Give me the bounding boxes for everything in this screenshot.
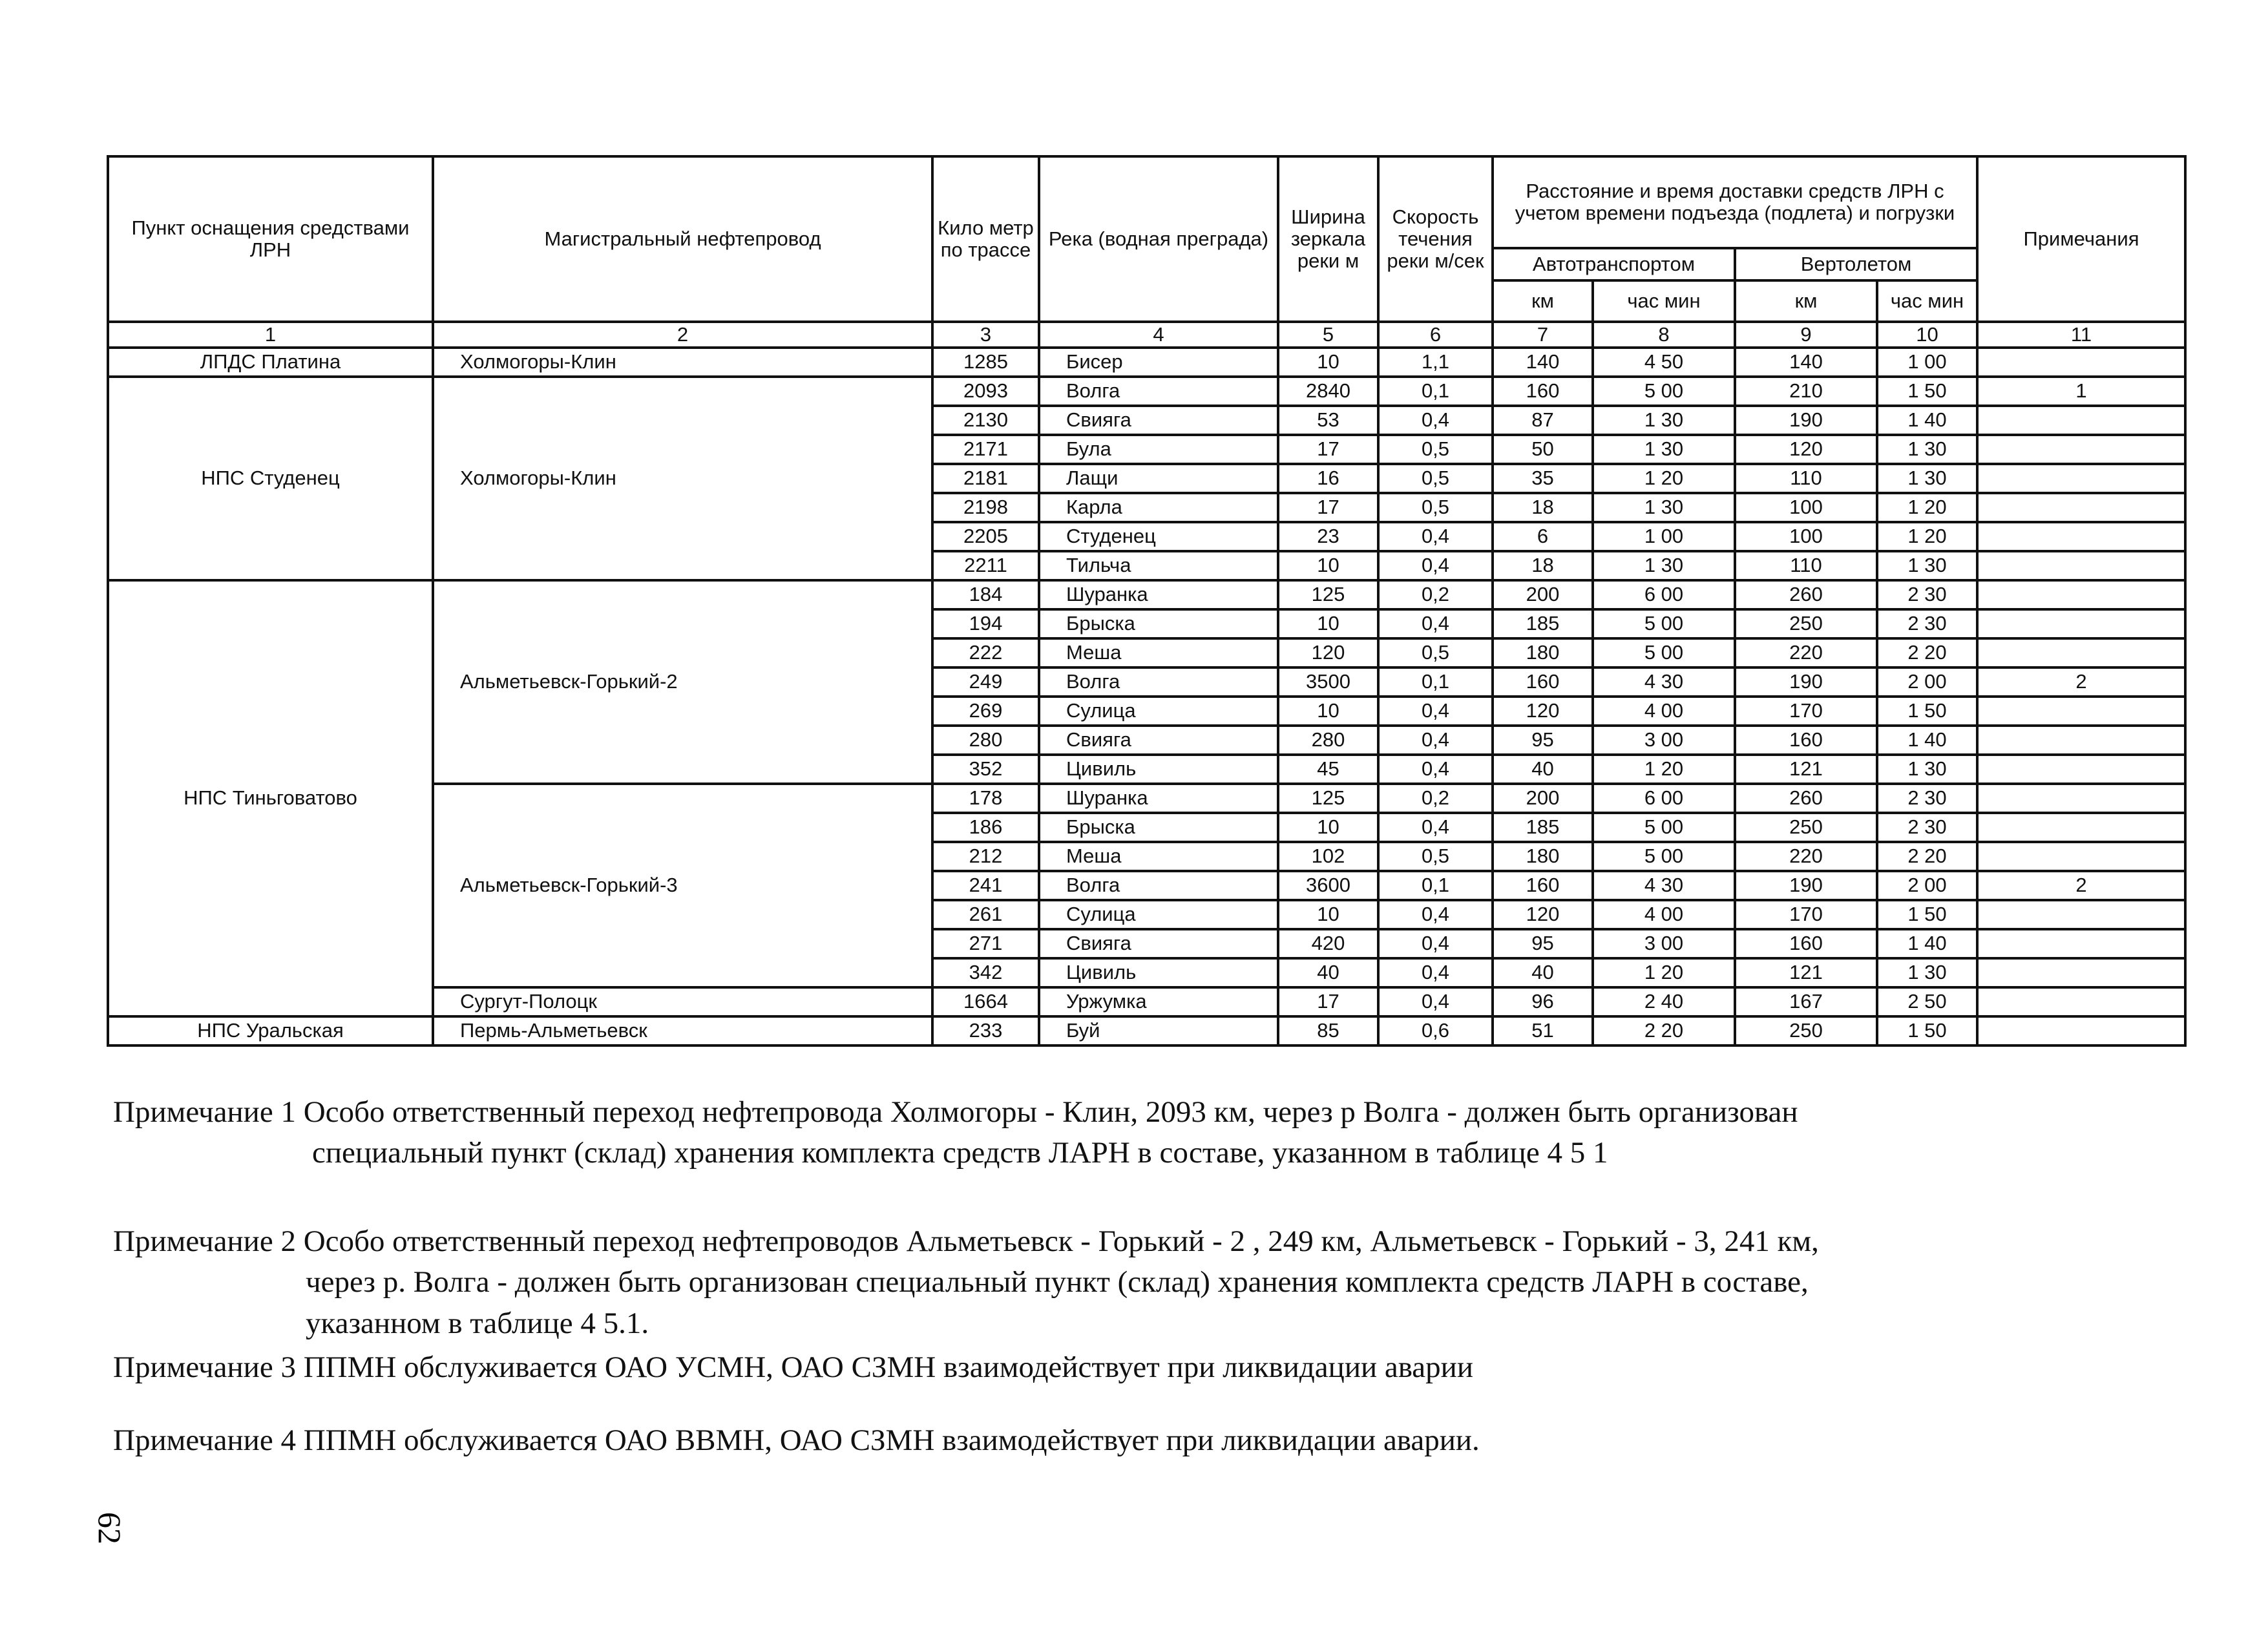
note-ref-cell (1977, 958, 2185, 987)
river-cell: Меша (1039, 842, 1278, 871)
river-cell: Меша (1039, 638, 1278, 667)
speed-cell: 0,4 (1378, 813, 1493, 842)
heli-km-cell: 121 (1735, 755, 1877, 784)
river-cell: Буй (1039, 1016, 1278, 1045)
note-ref-cell (1977, 697, 2185, 726)
auto-km-cell: 50 (1493, 435, 1593, 464)
heli-time-cell: 1 40 (1877, 929, 1977, 958)
note-ref-cell (1977, 522, 2185, 551)
auto-km-cell: 51 (1493, 1016, 1593, 1045)
note-ref-cell (1977, 813, 2185, 842)
note-ref-cell: 2 (1977, 871, 2185, 900)
km-cell: 2198 (932, 493, 1039, 522)
header-heli-km: км (1735, 280, 1877, 322)
note-1 (113, 1092, 1798, 1174)
heli-km-cell: 100 (1735, 493, 1877, 522)
auto-time-cell: 4 50 (1593, 348, 1735, 377)
river-cell: Цивиль (1039, 958, 1278, 987)
heli-km-cell: 190 (1735, 667, 1877, 697)
river-cell: Лащи (1039, 464, 1278, 493)
heli-time-cell: 1 30 (1877, 464, 1977, 493)
speed-cell: 0,5 (1378, 638, 1493, 667)
heli-km-cell: 210 (1735, 377, 1877, 406)
speed-cell: 0,4 (1378, 551, 1493, 580)
note-1-line-1: Примечание 1 Особо ответственный переход нефтепровода Холмогоры - Клин, 2093 км, через р Волга - должен быть организован (113, 1095, 1798, 1129)
auto-time-cell: 3 00 (1593, 929, 1735, 958)
width-cell: 10 (1278, 900, 1378, 929)
heli-km-cell: 220 (1735, 842, 1877, 871)
speed-cell: 0,4 (1378, 958, 1493, 987)
pipeline-cell: Пермь-Альметьевск (433, 1016, 932, 1045)
width-cell: 3500 (1278, 667, 1378, 697)
speed-cell: 0,2 (1378, 580, 1493, 609)
speed-cell: 0,4 (1378, 987, 1493, 1016)
note-2-line-1: Примечание 2 Особо ответственный переход нефтепроводов Альметьевск - Горький - 2 , 249 км, Альметьевск - Горький - 3, 241 км, (113, 1224, 1819, 1258)
auto-km-cell: 140 (1493, 348, 1593, 377)
km-cell: 184 (932, 580, 1039, 609)
header-km: Кило метр по трассе (932, 156, 1039, 322)
river-cell: Тильча (1039, 551, 1278, 580)
column-number: 7 (1493, 322, 1593, 348)
heli-time-cell: 2 30 (1877, 813, 1977, 842)
speed-cell: 0,1 (1378, 667, 1493, 697)
page-number: 62 (92, 1512, 128, 1544)
width-cell: 2840 (1278, 377, 1378, 406)
heli-time-cell: 1 40 (1877, 406, 1977, 435)
heli-km-cell: 190 (1735, 871, 1877, 900)
auto-km-cell: 180 (1493, 842, 1593, 871)
auto-time-cell: 5 00 (1593, 842, 1735, 871)
auto-time-cell: 4 00 (1593, 697, 1735, 726)
auto-time-cell: 3 00 (1593, 726, 1735, 755)
heli-km-cell: 190 (1735, 406, 1877, 435)
river-cell: Цивиль (1039, 755, 1278, 784)
km-cell: 352 (932, 755, 1039, 784)
heli-km-cell: 160 (1735, 929, 1877, 958)
km-cell: 194 (932, 609, 1039, 638)
column-number: 9 (1735, 322, 1877, 348)
header-delivery: Расстояние и время доставки средств ЛРН с учетом времени подъезда (подлета) и погрузки (1493, 156, 1977, 248)
speed-cell: 0,4 (1378, 726, 1493, 755)
heli-km-cell: 170 (1735, 697, 1877, 726)
auto-time-cell: 2 20 (1593, 1016, 1735, 1045)
note-ref-cell (1977, 493, 2185, 522)
speed-cell: 1,1 (1378, 348, 1493, 377)
width-cell: 125 (1278, 784, 1378, 813)
heli-time-cell: 1 30 (1877, 958, 1977, 987)
column-number: 1 (108, 322, 433, 348)
river-cell: Волга (1039, 377, 1278, 406)
auto-time-cell: 1 30 (1593, 551, 1735, 580)
note-ref-cell: 2 (1977, 667, 2185, 697)
point-cell: НПС Студенец (108, 377, 433, 580)
heli-time-cell: 1 50 (1877, 900, 1977, 929)
column-number: 10 (1877, 322, 1977, 348)
auto-km-cell: 180 (1493, 638, 1593, 667)
auto-time-cell: 5 00 (1593, 813, 1735, 842)
note-ref-cell (1977, 580, 2185, 609)
auto-km-cell: 18 (1493, 493, 1593, 522)
auto-km-cell: 160 (1493, 377, 1593, 406)
heli-km-cell: 110 (1735, 464, 1877, 493)
note-1-line-2: специальный пункт (склад) хранения комплекта средств ЛАРН в составе, указанном в таблице 4 5 1 (312, 1136, 1608, 1170)
note-ref-cell (1977, 406, 2185, 435)
heli-km-cell: 170 (1735, 900, 1877, 929)
width-cell: 16 (1278, 464, 1378, 493)
km-cell: 271 (932, 929, 1039, 958)
auto-time-cell: 1 20 (1593, 755, 1735, 784)
km-cell: 233 (932, 1016, 1039, 1045)
column-number: 8 (1593, 322, 1735, 348)
auto-time-cell: 1 30 (1593, 406, 1735, 435)
width-cell: 23 (1278, 522, 1378, 551)
auto-km-cell: 200 (1493, 580, 1593, 609)
width-cell: 53 (1278, 406, 1378, 435)
km-cell: 222 (932, 638, 1039, 667)
width-cell: 420 (1278, 929, 1378, 958)
km-cell: 280 (932, 726, 1039, 755)
header-pipeline: Магистральный нефтепровод (433, 156, 932, 322)
width-cell: 40 (1278, 958, 1378, 987)
auto-time-cell: 1 20 (1593, 464, 1735, 493)
pipeline-cell: Сургут-Полоцк (433, 987, 932, 1016)
heli-km-cell: 250 (1735, 1016, 1877, 1045)
heli-time-cell: 1 00 (1877, 348, 1977, 377)
river-cell: Була (1039, 435, 1278, 464)
heli-time-cell: 1 30 (1877, 551, 1977, 580)
river-cell: Сулица (1039, 697, 1278, 726)
speed-cell: 0,4 (1378, 522, 1493, 551)
note-2 (113, 1221, 1819, 1344)
column-number: 11 (1977, 322, 2185, 348)
heli-km-cell: 260 (1735, 580, 1877, 609)
auto-km-cell: 120 (1493, 697, 1593, 726)
auto-time-cell: 1 30 (1593, 493, 1735, 522)
speed-cell: 0,5 (1378, 493, 1493, 522)
column-number: 3 (932, 322, 1039, 348)
note-ref-cell (1977, 900, 2185, 929)
auto-km-cell: 96 (1493, 987, 1593, 1016)
heli-time-cell: 1 50 (1877, 697, 1977, 726)
auto-km-cell: 18 (1493, 551, 1593, 580)
river-cell: Брыска (1039, 813, 1278, 842)
km-cell: 178 (932, 784, 1039, 813)
river-cell: Брыска (1039, 609, 1278, 638)
note-ref-cell (1977, 638, 2185, 667)
river-cell: Шуранка (1039, 784, 1278, 813)
speed-cell: 0,1 (1378, 377, 1493, 406)
km-cell: 1285 (932, 348, 1039, 377)
pipeline-cell: Альметьевск-Горький-3 (433, 784, 932, 987)
header-auto: Автотранспортом (1493, 248, 1735, 280)
width-cell: 10 (1278, 551, 1378, 580)
auto-km-cell: 185 (1493, 813, 1593, 842)
km-cell: 212 (932, 842, 1039, 871)
note-ref-cell (1977, 348, 2185, 377)
river-cell: Сулица (1039, 900, 1278, 929)
table-row (108, 377, 2185, 406)
heli-km-cell: 110 (1735, 551, 1877, 580)
auto-time-cell: 5 00 (1593, 638, 1735, 667)
pipeline-cell: Холмогоры-Клин (433, 377, 932, 580)
auto-km-cell: 6 (1493, 522, 1593, 551)
km-cell: 1664 (932, 987, 1039, 1016)
heli-time-cell: 2 30 (1877, 580, 1977, 609)
heli-time-cell: 1 20 (1877, 493, 1977, 522)
km-cell: 2205 (932, 522, 1039, 551)
header-point: Пункт оснащения средствами ЛРН (108, 156, 433, 322)
heli-time-cell: 1 50 (1877, 377, 1977, 406)
speed-cell: 0,4 (1378, 697, 1493, 726)
auto-time-cell: 5 00 (1593, 377, 1735, 406)
note-ref-cell (1977, 929, 2185, 958)
point-cell: ЛПДС Платина (108, 348, 433, 377)
river-cell: Волга (1039, 667, 1278, 697)
river-cell: Шуранка (1039, 580, 1278, 609)
km-cell: 2093 (932, 377, 1039, 406)
width-cell: 17 (1278, 435, 1378, 464)
heli-time-cell: 2 50 (1877, 987, 1977, 1016)
auto-time-cell: 2 40 (1593, 987, 1735, 1016)
heli-time-cell: 2 30 (1877, 784, 1977, 813)
km-cell: 186 (932, 813, 1039, 842)
heli-time-cell: 2 00 (1877, 667, 1977, 697)
heli-time-cell: 2 20 (1877, 638, 1977, 667)
width-cell: 10 (1278, 697, 1378, 726)
speed-cell: 0,2 (1378, 784, 1493, 813)
heli-km-cell: 250 (1735, 609, 1877, 638)
heli-time-cell: 1 20 (1877, 522, 1977, 551)
speed-cell: 0,4 (1378, 609, 1493, 638)
auto-km-cell: 160 (1493, 667, 1593, 697)
km-cell: 2171 (932, 435, 1039, 464)
column-number: 6 (1378, 322, 1493, 348)
note-ref-cell (1977, 784, 2185, 813)
auto-km-cell: 120 (1493, 900, 1593, 929)
note-2-line-3: указанном в таблице 4 5.1. (306, 1306, 649, 1340)
km-cell: 241 (932, 871, 1039, 900)
speed-cell: 0,4 (1378, 929, 1493, 958)
width-cell: 3600 (1278, 871, 1378, 900)
auto-km-cell: 35 (1493, 464, 1593, 493)
width-cell: 102 (1278, 842, 1378, 871)
speed-cell: 0,5 (1378, 435, 1493, 464)
km-cell: 2130 (932, 406, 1039, 435)
speed-cell: 0,4 (1378, 900, 1493, 929)
heli-km-cell: 250 (1735, 813, 1877, 842)
river-cell: Карла (1039, 493, 1278, 522)
column-number: 5 (1278, 322, 1378, 348)
width-cell: 10 (1278, 348, 1378, 377)
heli-time-cell: 2 20 (1877, 842, 1977, 871)
column-number-row (108, 322, 2185, 348)
auto-time-cell: 5 00 (1593, 609, 1735, 638)
heli-time-cell: 1 50 (1877, 1016, 1977, 1045)
auto-time-cell: 1 00 (1593, 522, 1735, 551)
header-heli-time: час мин (1877, 280, 1977, 322)
width-cell: 10 (1278, 609, 1378, 638)
auto-time-cell: 6 00 (1593, 580, 1735, 609)
auto-km-cell: 95 (1493, 726, 1593, 755)
km-cell: 269 (932, 697, 1039, 726)
heli-km-cell: 167 (1735, 987, 1877, 1016)
speed-cell: 0,1 (1378, 871, 1493, 900)
heli-time-cell: 1 30 (1877, 435, 1977, 464)
point-cell: НПС Уральская (108, 1016, 433, 1045)
width-cell: 125 (1278, 580, 1378, 609)
river-cell: Волга (1039, 871, 1278, 900)
km-cell: 249 (932, 667, 1039, 697)
table-header (108, 156, 2185, 322)
auto-time-cell: 4 30 (1593, 871, 1735, 900)
pipeline-cell: Холмогоры-Клин (433, 348, 932, 377)
auto-km-cell: 185 (1493, 609, 1593, 638)
header-auto-km: км (1493, 280, 1593, 322)
note-ref-cell (1977, 1016, 2185, 1045)
heli-time-cell: 2 30 (1877, 609, 1977, 638)
auto-km-cell: 160 (1493, 871, 1593, 900)
header-heli: Вертолетом (1735, 248, 1977, 280)
note-ref-cell (1977, 842, 2185, 871)
table-row (108, 348, 2185, 377)
header-notes: Примечания (1977, 156, 2185, 322)
heli-km-cell: 121 (1735, 958, 1877, 987)
width-cell: 45 (1278, 755, 1378, 784)
auto-km-cell: 40 (1493, 755, 1593, 784)
river-cell: Уржумка (1039, 987, 1278, 1016)
column-number: 2 (433, 322, 932, 348)
note-ref-cell (1977, 609, 2185, 638)
note-ref-cell (1977, 551, 2185, 580)
speed-cell: 0,4 (1378, 406, 1493, 435)
auto-time-cell: 1 30 (1593, 435, 1735, 464)
note-ref-cell (1977, 464, 2185, 493)
width-cell: 17 (1278, 493, 1378, 522)
river-cell: Бисер (1039, 348, 1278, 377)
table-body (108, 322, 2185, 1045)
note-4: Примечание 4 ППМН обслуживается ОАО ВВМН, ОАО СЗМН взаимодействует при ликвидации аварии. (113, 1423, 1480, 1457)
note-ref-cell: 1 (1977, 377, 2185, 406)
note-ref-cell (1977, 435, 2185, 464)
auto-time-cell: 1 20 (1593, 958, 1735, 987)
km-cell: 342 (932, 958, 1039, 987)
column-number: 4 (1039, 322, 1278, 348)
heli-km-cell: 160 (1735, 726, 1877, 755)
table-row (108, 1016, 2185, 1045)
header-width: Ширина зеркала реки м (1278, 156, 1378, 322)
width-cell: 85 (1278, 1016, 1378, 1045)
heli-km-cell: 120 (1735, 435, 1877, 464)
heli-km-cell: 220 (1735, 638, 1877, 667)
km-cell: 261 (932, 900, 1039, 929)
speed-cell: 0,5 (1378, 842, 1493, 871)
width-cell: 10 (1278, 813, 1378, 842)
width-cell: 17 (1278, 987, 1378, 1016)
pipeline-cell: Альметьевск-Горький-2 (433, 580, 932, 784)
auto-time-cell: 4 30 (1593, 667, 1735, 697)
heli-km-cell: 100 (1735, 522, 1877, 551)
point-cell: НПС Тиньговатово (108, 580, 433, 1016)
note-ref-cell (1977, 755, 2185, 784)
auto-km-cell: 95 (1493, 929, 1593, 958)
river-cell: Свияга (1039, 406, 1278, 435)
heli-time-cell: 1 30 (1877, 755, 1977, 784)
header-auto-time: час мин (1593, 280, 1735, 322)
heli-km-cell: 260 (1735, 784, 1877, 813)
speed-cell: 0,4 (1378, 755, 1493, 784)
auto-km-cell: 87 (1493, 406, 1593, 435)
note-3: Примечание 3 ППМН обслуживается ОАО УСМН, ОАО СЗМН взаимодействует при ликвидации аварии (113, 1350, 1473, 1384)
river-cell: Свияга (1039, 929, 1278, 958)
header-river: Река (водная преграда) (1039, 156, 1278, 322)
river-cell: Свияга (1039, 726, 1278, 755)
table-row (108, 580, 2185, 609)
header-speed: Скорость течения реки м/сек (1378, 156, 1493, 322)
note-2-line-2: через р. Волга - должен быть организован специальный пункт (склад) хранения комплекта средств ЛАРН в составе, (306, 1265, 1809, 1299)
km-cell: 2181 (932, 464, 1039, 493)
width-cell: 280 (1278, 726, 1378, 755)
speed-cell: 0,6 (1378, 1016, 1493, 1045)
heli-time-cell: 1 40 (1877, 726, 1977, 755)
km-cell: 2211 (932, 551, 1039, 580)
auto-km-cell: 40 (1493, 958, 1593, 987)
auto-time-cell: 6 00 (1593, 784, 1735, 813)
speed-cell: 0,5 (1378, 464, 1493, 493)
heli-km-cell: 140 (1735, 348, 1877, 377)
auto-time-cell: 4 00 (1593, 900, 1735, 929)
width-cell: 120 (1278, 638, 1378, 667)
auto-km-cell: 200 (1493, 784, 1593, 813)
note-ref-cell (1977, 726, 2185, 755)
note-ref-cell (1977, 987, 2185, 1016)
river-cell: Студенец (1039, 522, 1278, 551)
river-crossings-table (107, 155, 2187, 1047)
heli-time-cell: 2 00 (1877, 871, 1977, 900)
